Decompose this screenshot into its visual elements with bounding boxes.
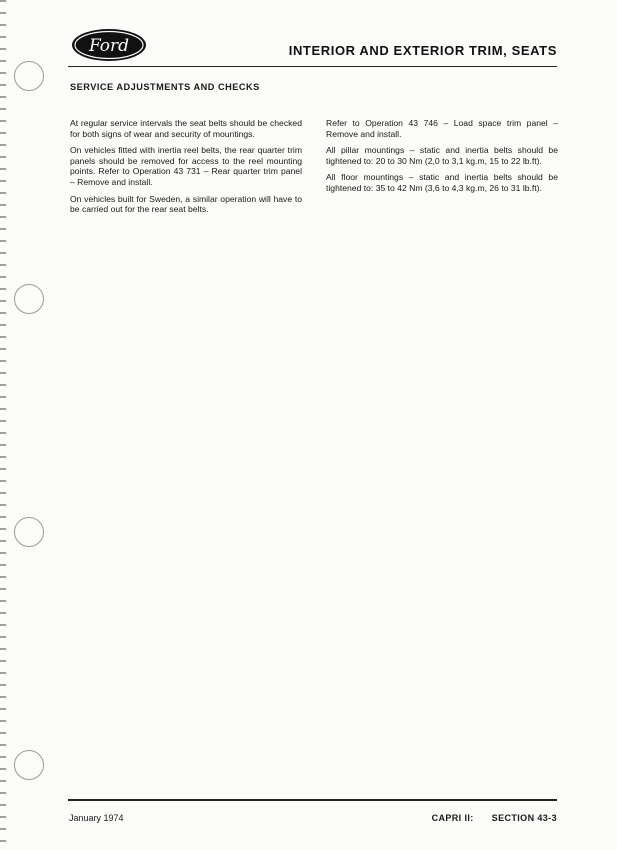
footer-section-number: SECTION 43-3: [491, 813, 557, 823]
right-column: [326, 118, 558, 200]
paragraph: All pillar mountings – static and inertia belts should be tightened to: 20 to 30 Nm (2,0 to 3,1 kg.m, 15 to 22 lb.ft).: [326, 145, 558, 166]
footer-divider: [68, 799, 557, 801]
left-column: [70, 118, 302, 221]
paragraph: On vehicles built for Sweden, a similar operation will have to be carried out for the rear seat belts.: [70, 193, 302, 215]
footer-model: CAPRI II:: [431, 813, 474, 823]
punch-hole: [14, 517, 44, 547]
footer-section-label: [432, 813, 557, 823]
punch-hole: [14, 284, 44, 314]
punch-hole: [14, 61, 44, 91]
paragraph: On vehicles fitted with inertia reel belts, the rear quarter trim panels should be removed for access to the reel mounting points. Refer to Operation 43 731 – Rear quarter trim panel – Remove and install.: [70, 145, 302, 187]
logo-text: Ford: [88, 36, 130, 56]
footer-date: January 1974: [69, 813, 124, 823]
binder-edge: [0, 0, 6, 850]
punch-hole: [14, 750, 44, 780]
paragraph: Refer to Operation 43 746 – Load space trim panel – Remove and install.: [326, 118, 558, 139]
page-title: INTERIOR AND EXTERIOR TRIM, SEATS: [288, 43, 557, 58]
paragraph: All floor mountings – static and inertia belts should be tightened to: 35 to 42 Nm (3,6 to 4,3 kg.m, 26 to 31 lb.ft).: [326, 172, 558, 193]
header-divider: [68, 66, 557, 67]
section-heading: SERVICE ADJUSTMENTS AND CHECKS: [70, 82, 260, 92]
paragraph: At regular service intervals the seat belts should be checked for both signs of wear and security of mountings.: [70, 118, 302, 139]
ford-logo-icon: [71, 28, 147, 62]
